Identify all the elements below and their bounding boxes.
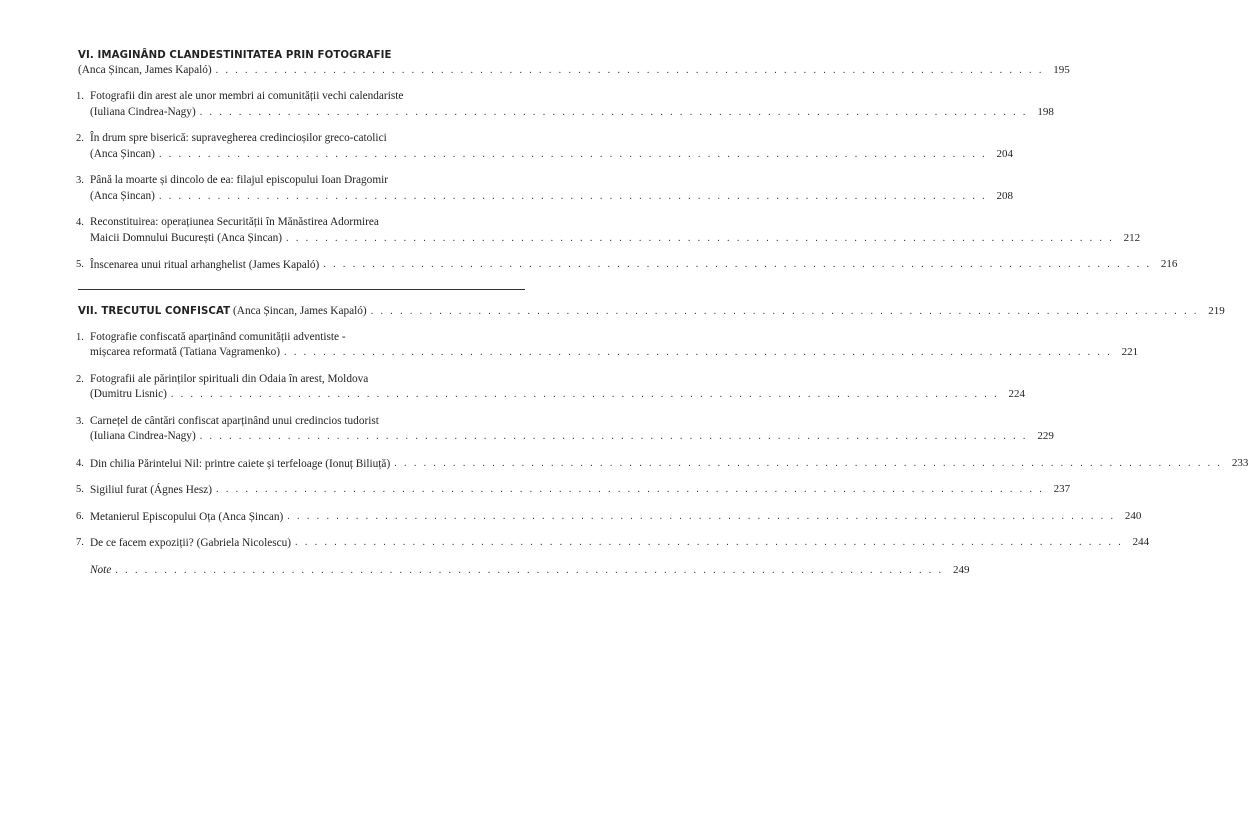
entry-title-cont: (Anca Șincan) <box>90 189 155 202</box>
dot-leader: . . . . . . . . . . . . . . . . . . . . . . . . . . . . . . . . . . . . . . . . . . . . . . . . . . . . . . . . . . . . . . . . . . . . . . . . . . . . . . . . . . . . . <box>158 148 988 160</box>
dot-leader: . . . . . . . . . . . . . . . . . . . . . . . . . . . . . . . . . . . . . . . . . . . . . . . . . . . . . . . . . . . . . . . . . . . . . . . . . . . . . . . . . . . . . <box>295 537 1124 548</box>
entry-title-cont: (Iuliana Cindrea-Nagy) <box>90 105 196 118</box>
table-of-contents <box>76 48 1248 578</box>
toc-line <box>76 509 1142 525</box>
entry-number: 5. <box>76 484 84 495</box>
page-number: 249 <box>952 563 970 576</box>
page-number: 212 <box>1123 231 1141 244</box>
entry-number: 1. <box>76 331 84 343</box>
entry-title: Fotografii din arest ale unor membri ai comunității vechi calendariste <box>90 90 404 102</box>
toc-entry <box>76 131 1014 162</box>
toc-entry <box>76 215 1141 246</box>
entry-line <box>76 330 525 346</box>
toc-line <box>90 563 970 579</box>
entry-number: 3. <box>76 175 84 186</box>
section-authors: (Anca Șincan, James Kapaló) <box>230 304 367 317</box>
entry-line <box>76 173 525 189</box>
entry-number: 6. <box>76 510 84 522</box>
toc-line <box>90 147 1014 163</box>
toc-line <box>90 189 1014 205</box>
toc-entry <box>76 456 1248 472</box>
entry-title: De ce facem expoziții? (Gabriela Nicolescu) <box>90 537 292 549</box>
dot-leader: . . . . . . . . . . . . . . . . . . . . . . . . . . . . . . . . . . . . . . . . . . . . . . . . . . . . . . . . . . . . . . . . . . . . . . . . . . . . . . . . . . . . . <box>284 347 1113 358</box>
section-heading: VII. TRECUTUL CONFISCAT <box>78 305 231 317</box>
entry-title-cont: mișcarea reformată (Tatiana Vagramenko) <box>90 346 281 358</box>
dot-leader: . . . . . . . . . . . . . . . . . . . . . . . . . . . . . . . . . . . . . . . . . . . . . . . . . . . . . . . . . . . . . . . . . . . . . . . . . . . . . . . . . . . . . <box>286 232 1115 244</box>
entry-line <box>76 483 213 498</box>
entry-title-cont: (Dumitru Lisnic) <box>90 388 167 400</box>
entry-title: Din chilia Părintelui Nil: printre caiete și terfeloage (Ionuț Biliuță) <box>90 457 391 470</box>
dot-leader: . . . . . . . . . . . . . . . . . . . . . . . . . . . . . . . . . . . . . . . . . . . . . . . . . . . . . . . . . . . . . . . . . . . . . . . . . . . . . . . . . . . . . <box>158 190 988 202</box>
toc-line <box>76 257 1178 273</box>
section-divider <box>78 289 525 290</box>
page-number: 204 <box>996 147 1014 160</box>
section-authors: (Anca Șincan, James Kapaló) <box>78 64 212 76</box>
entry-number: 4. <box>76 217 84 228</box>
page-number: 233 <box>1231 456 1248 469</box>
toc-section <box>76 304 1248 551</box>
entry-title-cont: (Anca Șincan) <box>90 147 155 160</box>
entry-line <box>76 536 292 551</box>
page-number: 208 <box>996 189 1014 202</box>
toc-entry <box>76 330 1139 361</box>
section-heading: VI. IMAGINÂND CLANDESTINITATEA PRIN FOTOGRAFIE <box>78 50 392 61</box>
toc-line <box>78 304 1225 319</box>
entry-number: 1. <box>76 91 84 102</box>
page-number: 244 <box>1132 536 1150 548</box>
entry-title: Înscenarea unui ritual arhanghelist (James Kapaló) <box>90 259 320 271</box>
entry-title: Carnețel de cântări confiscat aparținând unui credincios tudorist <box>90 414 379 427</box>
toc-entry-note <box>90 563 970 579</box>
entry-title: Metanierul Episcopului Oța (Anca Șincan) <box>90 510 284 523</box>
toc-line <box>90 387 1025 403</box>
dot-leader: . . . . . . . . . . . . . . . . . . . . . . . . . . . . . . . . . . . . . . . . . . . . . . . . . . . . . . . . . . . . . . . . . . . . . . . . . . . . . . . . . . . . . <box>199 431 1028 442</box>
toc-entry <box>76 89 1054 120</box>
entry-line <box>76 510 284 525</box>
toc-line <box>90 105 1054 121</box>
page-number: 216 <box>1160 258 1178 270</box>
page-number: 229 <box>1037 430 1054 442</box>
entry-number: 5. <box>76 259 84 270</box>
toc-entry <box>76 509 1142 525</box>
page-number: 221 <box>1121 346 1139 358</box>
toc-line <box>76 456 1248 472</box>
entry-title: Reconstituirea: operațiunea Securității în Mănăstirea Adormirea <box>90 216 379 228</box>
toc-entry <box>76 372 1025 403</box>
entry-title-cont: Maicii Domnului București (Anca Șincan) <box>90 231 283 244</box>
dot-leader: . . . . . . . . . . . . . . . . . . . . . . . . . . . . . . . . . . . . . . . . . . . . . . . . . . . . . . . . . . . . . . . . . . . . . . . . . . . . . . . . . . . . . <box>215 65 1044 76</box>
dot-leader: . . . . . . . . . . . . . . . . . . . . . . . . . . . . . . . . . . . . . . . . . . . . . . . . . . . . . . . . . . . . . . . . . . . . . . . . . . . . . . . . . . . . . <box>287 510 1116 522</box>
entry-line <box>76 258 320 273</box>
entry-title: În drum spre biserică: supravegherea credincioșilor greco-catolici <box>90 132 387 144</box>
dot-leader: . . . . . . . . . . . . . . . . . . . . . . . . . . . . . . . . . . . . . . . . . . . . . . . . . . . . . . . . . . . . . . . . . . . . . . . . . . . . . . . . . . . . . <box>199 106 1028 118</box>
dot-leader: . . . . . . . . . . . . . . . . . . . . . . . . . . . . . . . . . . . . . . . . . . . . . . . . . . . . . . . . . . . . . . . . . . . . . . . . . . . . . . . . . . . . . <box>216 484 1045 495</box>
toc-line <box>90 231 1141 247</box>
entry-title: Fotografii ale părinților spirituali din Odaia în arest, Moldova <box>90 372 369 385</box>
dot-leader: . . . . . . . . . . . . . . . . . . . . . . . . . . . . . . . . . . . . . . . . . . . . . . . . . . . . . . . . . . . . . . . . . . . . . . . . . . . . . . . . . . . . . <box>394 457 1223 469</box>
page-number: 219 <box>1208 304 1225 317</box>
toc-entry <box>76 173 1014 204</box>
page-number: 224 <box>1008 388 1025 400</box>
entry-line <box>76 372 525 388</box>
page-number: 237 <box>1053 483 1071 495</box>
dot-leader: . . . . . . . . . . . . . . . . . . . . . . . . . . . . . . . . . . . . . . . . . . . . . . . . . . . . . . . . . . . . . . . . . . . . . . . . . . . . . . . . . . . . . <box>115 564 944 576</box>
entry-title: Sigiliul furat (Ágnes Hesz) <box>90 484 213 496</box>
toc-entry <box>76 535 1150 551</box>
note-label: Note <box>90 563 112 576</box>
entry-line <box>76 89 525 105</box>
page-number: 195 <box>1053 64 1070 76</box>
entry-title: Fotografie confiscată aparținând comunității adventiste - <box>90 330 346 343</box>
entry-number: 2. <box>76 133 84 144</box>
entry-number: 3. <box>76 415 84 427</box>
entry-line <box>76 414 525 430</box>
toc-line <box>90 345 1139 361</box>
toc-entry <box>76 482 1071 498</box>
toc-line <box>76 535 1150 551</box>
entry-number: 4. <box>76 457 84 469</box>
toc-entry <box>76 257 1178 273</box>
toc-section <box>76 48 1178 273</box>
entry-title: Până la moarte și dincolo de ea: filajul episcopului Ioan Dragomir <box>90 174 389 186</box>
entry-title-cont: (Iuliana Cindrea-Nagy) <box>90 430 196 442</box>
entry-number: 2. <box>76 373 84 385</box>
dot-leader: . . . . . . . . . . . . . . . . . . . . . . . . . . . . . . . . . . . . . . . . . . . . . . . . . . . . . . . . . . . . . . . . . . . . . . . . . . . . . . . . . . . . . <box>323 259 1152 270</box>
toc-line <box>90 429 1054 445</box>
section-heading-line <box>78 304 367 319</box>
dot-leader: . . . . . . . . . . . . . . . . . . . . . . . . . . . . . . . . . . . . . . . . . . . . . . . . . . . . . . . . . . . . . . . . . . . . . . . . . . . . . . . . . . . . . <box>370 305 1199 317</box>
entry-line <box>76 131 525 147</box>
entry-line <box>76 457 391 472</box>
dot-leader: . . . . . . . . . . . . . . . . . . . . . . . . . . . . . . . . . . . . . . . . . . . . . . . . . . . . . . . . . . . . . . . . . . . . . . . . . . . . . . . . . . . . . <box>170 389 999 400</box>
toc-entry <box>76 414 1054 445</box>
toc-line <box>78 63 1070 78</box>
entry-line <box>76 215 525 231</box>
page-number: 198 <box>1037 105 1054 118</box>
toc-line <box>76 482 1071 498</box>
entry-number: 7. <box>76 537 84 548</box>
page-number: 240 <box>1124 509 1142 522</box>
